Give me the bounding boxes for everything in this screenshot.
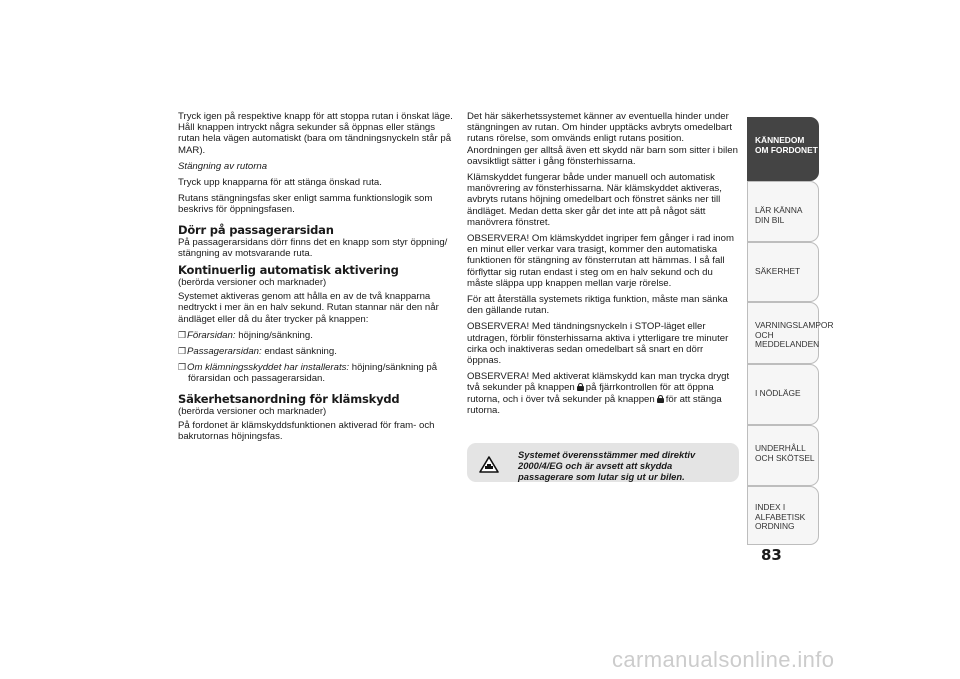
intro-paragraph: Tryck igen på respektive knapp för att stoppa rutan i önskat läge. Håll knappen intryckt några sekunder så öppnas eller stängs rutan hela vägen automatiskt (bara om tändningsnyckeln står på MAR).	[178, 111, 453, 156]
page-number: 83	[761, 546, 782, 564]
continuous-heading: Kontinuerlig automatisk aktivering	[178, 263, 399, 278]
checkbox-bullet-icon: ❒	[178, 362, 187, 373]
bullet-driver: ❒Förarsidan: höjning/sänkning.	[178, 329, 313, 341]
warning-text: Systemet överensstämmer med direktiv 2000/4/EG och är avsett att skydda passagerare som lutar sig ut ur bilen.	[518, 449, 696, 482]
left-column	[178, 111, 454, 447]
mid-paragraph-4: För att återställa systemets riktiga funktion, måste man sänka den gällande rutan.	[467, 294, 728, 317]
closing-subheading: Stängning av rutorna	[178, 160, 268, 172]
warning-box	[467, 443, 739, 482]
tab-lar-kanna-din-bil[interactable]: LÄR KÄNNA DIN BIL	[747, 181, 819, 242]
mid-paragraph-6: OBSERVERA! Med aktiverat klämskydd kan man trycka drygt två sekunder på knappen på fjärrkontrollen för att öppna rutorna, och i över två sekunder på knappen för att stänga rutorna.	[467, 371, 730, 416]
door-paragraph: På passagerarsidans dörr finns det en knapp som styr öppning/ stängning av motsvarande ruta.	[178, 236, 448, 259]
tab-index[interactable]: INDEX I ALFABETISK ORDNING	[747, 486, 819, 545]
safety-heading: Säkerhetsanordning för klämskydd	[178, 391, 400, 406]
tab-varningslampor[interactable]: VARNINGSLAMPOR OCH MEDDELANDEN	[747, 302, 819, 364]
closing-paragraph-1: Tryck upp knapparna för att stänga önskad ruta.	[178, 177, 382, 189]
tab-underhall-och-skotsel[interactable]: UNDERHÅLL OCH SKÖTSEL	[747, 425, 819, 486]
middle-column	[467, 111, 739, 421]
warning-triangle-icon	[479, 456, 499, 473]
checkbox-bullet-icon: ❒	[178, 346, 187, 357]
bullet-passenger: ❒Passagerarsidan: endast sänkning.	[178, 346, 337, 358]
padlock-open-icon	[577, 383, 584, 391]
bullet-anti-pinch: ❒Om klämningsskyddet har installerats: höjning/sänkning på förarsidan och passagerarsidan.	[178, 362, 438, 385]
continuous-note: (berörda versioner och marknader)	[178, 277, 327, 289]
checkbox-bullet-icon: ❒	[178, 329, 187, 340]
closing-paragraph-2: Rutans stängningsfas sker enligt samma funktionslogik som beskrivs för öppningsfasen.	[178, 193, 433, 216]
safety-note: (berörda versioner och marknader)	[178, 405, 327, 417]
mid-paragraph-1: Det här säkerhetssystemet känner av eventuella hinder under stängningen av rutan. Om hinder upptäcks avbryts omedelbart rutans rörelse, som omvänds enligt rutans position. Anordningen ger alltså även ett skydd när barn som sitter i bilen oavsiktligt sätter i gång fönsterhissarna.	[467, 111, 738, 167]
padlock-closed-icon	[657, 395, 664, 403]
safety-paragraph: På fordonet är klämskyddsfunktionen aktiverad för fram- och bakrutornas höjningsfas.	[178, 419, 435, 443]
tab-kannedom-om-fordonet[interactable]: KÄNNEDOM OM FORDONET	[747, 117, 819, 181]
mid-paragraph-2: Klämskyddet fungerar både under manuell och automatisk manövrering av fönsterhissarna. När klämskyddet aktiveras, avbryts rutans höjning omedelbart och fönstret sänks ner till ändläget. Medan detta sker går det inte att på något sätt manövrera fönstret.	[467, 172, 722, 228]
tab-sakerhet[interactable]: SÄKERHET	[747, 242, 819, 302]
mid-paragraph-5: OBSERVERA! Med tändningsnyckeln i STOP-läget eller utdragen, förblir fönsterhissarna aktiva i ytterligare tre minuter cirka och inaktiveras sedan omedelbart så snart en dörr öppnas.	[467, 321, 729, 367]
watermark: carmanualsonline.info	[612, 647, 835, 672]
door-heading: Dörr på passagerarsidan	[178, 222, 334, 237]
mid-paragraph-3: OBSERVERA! Om klämskyddet ingriper fem gånger i rad inom en minut eller verkar vara trasigt, kommer den automatiska funktionen för stängning av fönsterrutan att hämmas. I så fall förflyttar sig rutan endast i steg om en halv sekund och du måste släppa upp knappen mellan varje rörelse.	[467, 233, 734, 289]
tab-i-nodlage[interactable]: I NÖDLÄGE	[747, 364, 819, 425]
continuous-paragraph: Systemet aktiveras genom att hålla en av de två knapparna nedtryckt i mer än en halv sekund. Rutan stannar när den når ändläget eller då du åter trycker på knappen:	[178, 291, 439, 325]
